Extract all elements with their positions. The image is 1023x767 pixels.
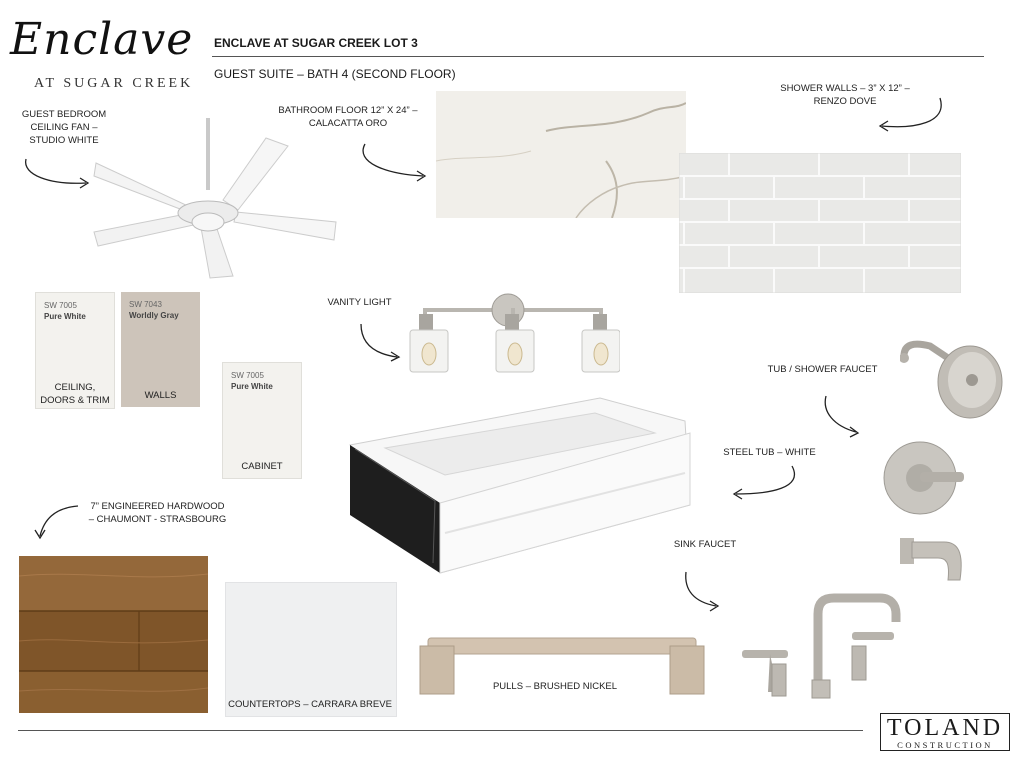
valve-trim-icon [882,438,967,518]
shower-walls-label-line2: RENZO DOVE [813,96,877,107]
brand-logo-subtitle: AT SUGAR CREEK [34,76,194,91]
tub-faucet-label: TUB / SHOWER FAUCET [767,364,878,375]
sink-faucet-arrow-icon [680,568,725,613]
fan-arrow-icon [20,155,95,195]
hardwood-label-line1: 7” ENGINEERED HARDWOOD [90,501,225,512]
floor-label-line1: BATHROOM FLOOR 12” X 24” – [278,105,418,116]
footer-divider [18,730,863,731]
page-subtitle: GUEST SUITE – BATH 4 (SECOND FLOOR) [214,67,456,81]
swatch-use: CABINET [241,461,283,472]
swatch-code: SW 7005 [44,301,77,310]
bathtub-icon [345,393,695,588]
countertops-label: COUNTERTOPS – CARRARA BREVE [228,699,392,710]
sink-faucet-label: SINK FAUCET [673,539,737,550]
sink-faucet-icon [740,592,905,702]
fan-label-line3: STUDIO WHITE [29,135,99,146]
hardwood-label [80,500,235,526]
hardwood-arrow-icon [34,502,84,542]
swatch-name: Pure White [44,312,86,321]
page-title: ENCLAVE AT SUGAR CREEK LOT 3 [214,36,418,50]
swatch-use-line1: CEILING, [54,382,96,393]
swatch-use: WALLS [144,390,177,401]
swatch-code: SW 7043 [129,300,162,309]
swatch-code: SW 7005 [231,371,264,380]
hardwood-label-line2: – CHAUMONT - STRASBOURG [88,514,227,525]
header-divider [212,56,984,57]
shower-walls-label-line1: SHOWER WALLS – 3” X 12” – [780,83,910,94]
vanity-light-label: VANITY LIGHT [327,297,392,308]
paint-swatch-cabinet [222,362,302,479]
swatch-use [36,381,114,407]
brand-logo-script: Enclave [10,14,194,65]
tub-faucet-arrow-icon [820,392,865,440]
floor-label-line2: CALACATTA ORO [308,118,388,129]
vanity-light-arrow-icon [355,320,405,362]
countertop-swatch [225,582,397,717]
paint-swatch-ceiling [35,292,115,409]
floor-tile-swatch [436,91,686,218]
tub-spout-icon [898,532,966,587]
company-subtitle: CONSTRUCTION [897,740,993,750]
steel-tub-arrow-icon [728,462,803,502]
fan-label-line2: CEILING FAN – [30,122,98,133]
shower-head-icon [900,338,1005,423]
vanity-light-icon [405,290,620,375]
hardwood-swatch [19,556,208,713]
ceiling-fan-icon [88,118,343,283]
floor-arrow-icon [355,140,430,182]
company-name: TOLAND [886,715,1004,741]
pulls-label: PULLS – BRUSHED NICKEL [492,681,618,692]
company-logo [880,713,1010,751]
swatch-use-line2: DOORS & TRIM [40,395,110,406]
steel-tub-label: STEEL TUB – WHITE [723,447,816,458]
swatch-name: Worldly Gray [129,311,179,320]
shower-wall-tile-swatch [679,153,961,293]
swatch-name: Pure White [231,382,273,391]
floor-label [268,104,428,130]
shower-walls-arrow-icon [874,95,949,135]
fan-label-line1: GUEST BEDROOM [21,109,107,120]
paint-swatch-walls [121,292,200,407]
